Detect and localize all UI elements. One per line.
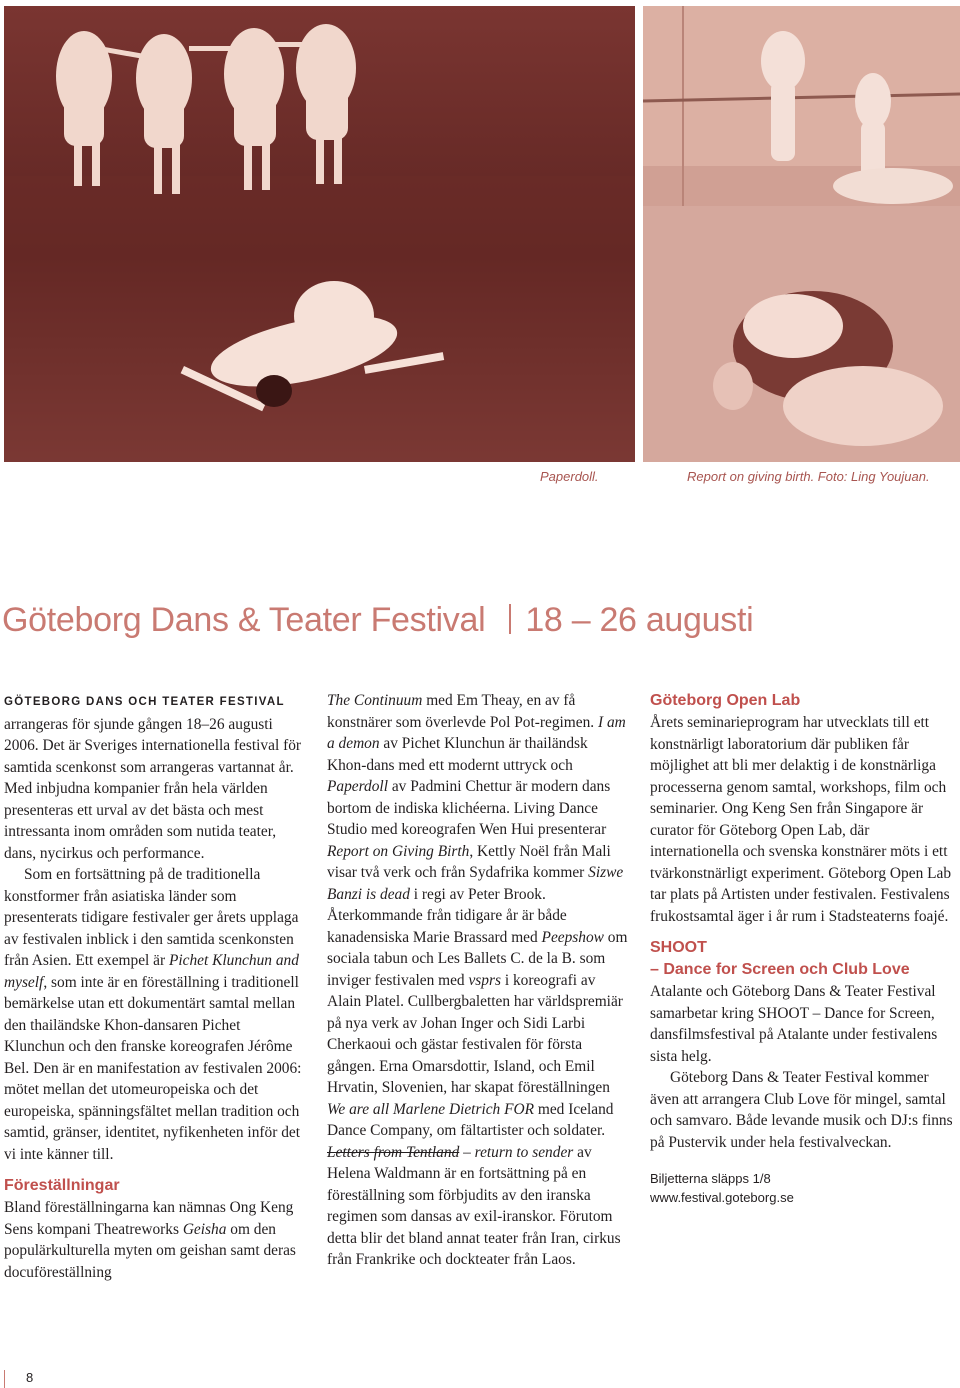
section-heading-shoot [650,937,956,981]
text-run: , som inte är en föreställning i traditionell bemärkelse utan ett dokumentärt samtal mellan den thailändske Khon-dansaren Pichet Klunchun och den franske koreografen Jérôme Bel. Den är en manifestation av festivalen 2006: mötet mellan det utomeuropeiska och det europeiska, spänningsfältet mellan tradition och samtid, gränser, identitet, nyfikenheten inför det vi inte känner till. [4,973,302,1163]
article-column-1 [4,690,304,1283]
page-number-rule [4,1370,5,1388]
work-title: Peepshow [541,928,604,946]
headline-dates: 18 – 26 augusti [525,601,754,639]
page-headline [2,601,952,640]
work-title: return to sender [474,1143,574,1161]
text-run: om den populärkulturella myten om geishan samt deras docuföreställning [4,1220,296,1281]
intro-text: arrangeras för sjunde gången 18–26 augusti 2006. Det är Sveriges internationella festival för samtida scenkonst som arrangeras vartannat år. Med inbjudna kompanier från hela världen presenteras ett urval av det bästa och mest intressanta inom områden som nutida teater, dans, nycirkus och performance. [4,715,302,862]
work-title: I am a demon [327,713,626,752]
photo-paperdoll-image [4,6,635,462]
text-run: av Helena Waldmann är en fortsättning på en föreställning som förbjudits av den iranska regimen som dansas av exil-iranskor. Förutom detta blir det bland annat teater från Iran, cirkus från Frankrike och dockteater från Laos. [327,1143,621,1268]
page-number: 8 [26,1370,34,1385]
photo-caption-right: Report on giving birth. Foto: Ling Youjuan. [687,469,930,484]
text-run: med Iceland Dance Company, om fältartister och soldater. [327,1100,614,1139]
text-run: Bland föreställningarna kan nämnas Ong Keng Sens kompani Theatreworks [4,1199,294,1238]
text-run: , Kettly Noël från Mali visar två verk och från Sydafrika kommer [327,842,611,881]
shoot-subtitle: – Dance for Screen och Club Love [650,961,910,978]
paragraph-club-love: Göteborg Dans & Teater Festival kommer även att arrangera Club Love för mingel, samtal och samvaro. Både levande musik och DJ:s finns på Pustervik under hela festivalveckan. [650,1069,953,1151]
text-run: av Pichet Klunchun är thailändsk Khon-dans med ett modernt uttryck och [327,735,588,774]
section-heading-performances: Föreställningar [4,1177,120,1194]
text-run: – [459,1143,475,1161]
intro-paragraph [4,690,304,864]
text-run: med Em Theay, en av få konstnärer som överlevde Pol Pot-regimen. [327,692,598,731]
text-run: om sociala tabun och Les Ballets C. de la B. som inviger festivalen med [327,928,628,989]
article-column-2 [327,690,629,1271]
work-title: Geisha [182,1220,227,1238]
work-title-struck: Letters from Tentland [327,1143,460,1161]
work-title: vsprs [468,971,501,989]
work-title: Sizwe Banzi is dead [327,864,624,903]
photo-report-image [643,6,960,462]
paragraph-asia [4,864,304,1165]
work-title: Report on Giving Birth [327,842,470,860]
photo-report-on-giving-birth [643,6,960,462]
paragraph-program [327,690,629,1271]
shoot-title: SHOOT [650,939,707,956]
ticket-note [650,1169,956,1207]
section-heading-open-lab: Göteborg Open Lab [650,692,801,709]
headline-separator [509,604,511,634]
photo-paperdoll [4,6,635,462]
text-run: i koreografi av Alain Platel. Cullbergbaletten har världspremiär på nya verk av Johan Inger och Sidi Larbi Cherkaoui och gästar festivalen för första gången. Erna Omarsdottir, Island, och Emil Hrvatin, Slovenien, har skapat föreställningen [327,971,623,1096]
festival-url[interactable]: www.festival.goteborg.se [650,1190,794,1205]
work-title: We are all Marlene Dietrich FOR [327,1100,535,1118]
ticket-release: Biljetterna släpps 1/8 [650,1171,771,1186]
work-title: The Continuum [327,692,423,709]
work-title: Paperdoll [327,778,388,795]
text-run: i regi av Peter Brook. Återkommande från tidigare år är både kanadensiska Marie Brassard med [327,885,567,946]
text-run: Som en fortsättning på de traditionella konstformer från asiatiska länder som presenterats tidigare festivaler ger årets upplaga av festivalen inblick i den samtida scenkonsten från Asien. Ett exempel är [4,866,299,969]
text-run: av Padmini Chettur är modern dans bortom de indiska klichéerna. Living Dance Studio med koreografen Wen Hui presenterar [327,778,611,838]
photo-area [0,0,960,462]
paragraph-open-lab: Årets seminarieprogram har utvecklats till ett konstnärligt laboratorium där publiken får möjlighet att bli mer delaktig i de konstnärliga processerna genom samtal, workshops, film och seminarier. Ong Keng Sen från Singapore är curator för Göteborg Open Lab, där internationella och svenska konstnärer möts i ett tvärkonstnärligt experiment. Göteborg Open Lab tar plats på Artisten under festivalen. Festivalens frukostsamtal äger i år rum i Stadsteaterns foajé. [650,714,952,925]
paragraph-shoot: Atalante och Göteborg Dans & Teater Festival samarbetar kring SHOOT – Dance for Screen, dansfilmsfestival på Atalante under festivalens sista helg. [650,983,938,1065]
headline-title: Göteborg Dans & Teater Festival [2,601,486,639]
work-title: Pichet Klunchun and myself [4,952,299,991]
photo-caption-left: Paperdoll. [540,469,599,484]
lead-in-caps: GÖTEBORG DANS OCH TEATER FESTIVAL [4,696,285,708]
paragraph-performances [4,1197,304,1283]
article-column-3 [650,690,956,1207]
